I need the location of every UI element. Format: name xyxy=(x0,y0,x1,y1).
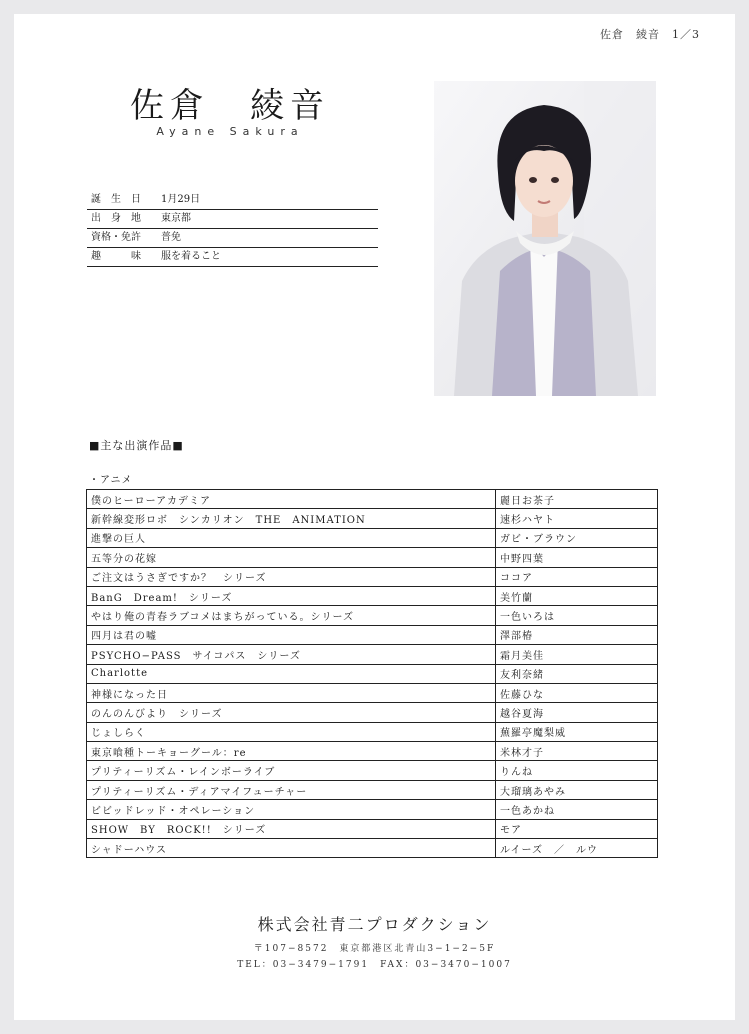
work-title: のんのんびより シリーズ xyxy=(87,703,496,722)
company-name: 株式会社青二プロダクション xyxy=(257,915,492,934)
profile-label: 出 身 地 xyxy=(91,213,141,224)
table-row xyxy=(87,839,658,858)
role-name: 澤部椿 xyxy=(496,625,658,644)
profile-row-birthplace xyxy=(87,210,378,229)
work-title: ご注文はうさぎですか？ シリーズ xyxy=(87,567,496,586)
table-row xyxy=(87,819,658,838)
profile-photo xyxy=(434,81,656,396)
role-name: 麗日お茶子 xyxy=(496,490,658,509)
table-row xyxy=(87,509,658,528)
company-contact: TEL：03−3479−1791 FAX：03−3470−1007 xyxy=(237,960,512,970)
profile-value: 東京都 xyxy=(161,213,191,224)
work-title: 四月は君の嘘 xyxy=(87,625,496,644)
work-title: SHOW BY ROCK!! シリーズ xyxy=(87,819,496,838)
work-title: Charlotte xyxy=(87,664,496,683)
work-title: プリティーリズム・レインボーライブ xyxy=(87,761,496,780)
role-name: 大瑠璃あやみ xyxy=(496,780,658,799)
category-label: ・アニメ xyxy=(89,475,133,486)
role-name: 越谷夏海 xyxy=(496,703,658,722)
role-name: 一色あかね xyxy=(496,800,658,819)
profile-table xyxy=(87,191,378,267)
table-row xyxy=(87,548,658,567)
work-title: じょしらく xyxy=(87,722,496,741)
table-row xyxy=(87,490,658,509)
role-name: 友利奈緒 xyxy=(496,664,658,683)
work-title: プリティーリズム・ディアマイフューチャー xyxy=(87,780,496,799)
work-title: 進撃の巨人 xyxy=(87,528,496,547)
role-name: 一色いろは xyxy=(496,606,658,625)
work-title: 僕のヒーローアカデミア xyxy=(87,490,496,509)
role-name: 米林才子 xyxy=(496,742,658,761)
footer xyxy=(0,912,749,970)
table-row xyxy=(87,625,658,644)
table-row xyxy=(87,761,658,780)
table-row xyxy=(87,586,658,605)
work-title: シャドーハウス xyxy=(87,839,496,858)
works-table xyxy=(86,489,658,858)
work-title: ビビッドレッド・オペレーション xyxy=(87,800,496,819)
table-row xyxy=(87,664,658,683)
table-row xyxy=(87,800,658,819)
work-title: PSYCHO−PASS サイコパス シリーズ xyxy=(87,645,496,664)
person-name: 佐倉 綾音 xyxy=(130,86,330,126)
profile-label: 資格・免許 xyxy=(91,232,141,243)
table-row xyxy=(87,780,658,799)
role-name: ルイーズ ／ ルウ xyxy=(496,839,658,858)
role-name: 佐藤ひな xyxy=(496,683,658,702)
work-title: やはり俺の青春ラブコメはまちがっている。シリーズ xyxy=(87,606,496,625)
table-row xyxy=(87,703,658,722)
portrait-illustration xyxy=(434,81,656,396)
work-title: 東京喰種トーキョーグール：re xyxy=(87,742,496,761)
table-row xyxy=(87,567,658,586)
profile-value: 服を着ること xyxy=(161,251,221,262)
profile-label: 趣 味 xyxy=(91,251,141,262)
role-name: ココア xyxy=(496,567,658,586)
company-address: 〒107−8572 東京都港区北青山3−1−2−5F xyxy=(253,944,496,954)
page-number: 佐倉 綾音 1／3 xyxy=(600,28,700,41)
table-row xyxy=(87,606,658,625)
table-row xyxy=(87,645,658,664)
table-row xyxy=(87,742,658,761)
table-row xyxy=(87,683,658,702)
profile-row-license xyxy=(87,229,378,248)
work-title: 神様になった日 xyxy=(87,683,496,702)
table-row xyxy=(87,528,658,547)
role-name: 美竹蘭 xyxy=(496,586,658,605)
profile-row-birthday xyxy=(87,191,378,210)
section-title: ■主な出演作品■ xyxy=(89,439,184,452)
role-name: モア xyxy=(496,819,658,838)
role-name: 中野四葉 xyxy=(496,548,658,567)
role-name: 蕪羅亭魔梨威 xyxy=(496,722,658,741)
profile-label: 誕 生 日 xyxy=(91,194,141,205)
person-romaji: Ayane Sakura xyxy=(156,125,304,138)
work-title: BanG Dream! シリーズ xyxy=(87,586,496,605)
role-name: 霜月美佳 xyxy=(496,645,658,664)
profile-value: 1月29日 xyxy=(161,194,201,205)
role-name: 速杉ハヤト xyxy=(496,509,658,528)
profile-row-hobby xyxy=(87,248,378,267)
profile-value: 普免 xyxy=(161,232,181,243)
table-row xyxy=(87,722,658,741)
work-title: 新幹線変形ロボ シンカリオン THE ANIMATION xyxy=(87,509,496,528)
role-name: りんね xyxy=(496,761,658,780)
role-name: ガビ・ブラウン xyxy=(496,528,658,547)
work-title: 五等分の花嫁 xyxy=(87,548,496,567)
